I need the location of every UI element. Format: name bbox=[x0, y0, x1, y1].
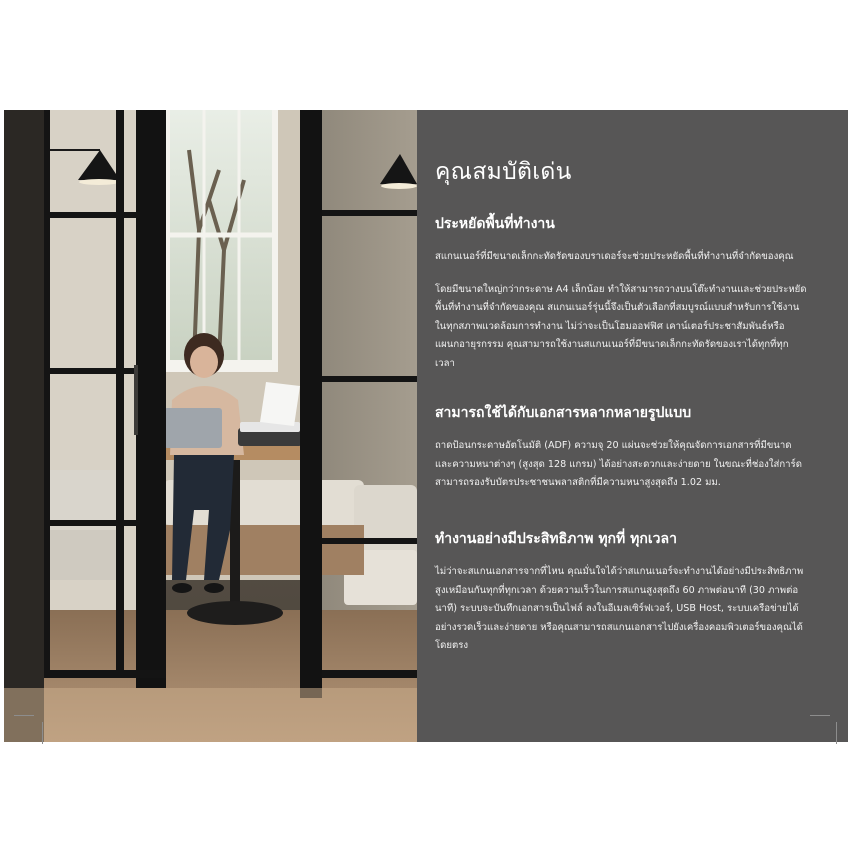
section-heading: ทำงานอย่างมีประสิทธิภาพ ทุกที่ ทุกเวลา bbox=[435, 531, 677, 547]
crop-mark bbox=[836, 722, 837, 744]
section-paragraph: ไม่ว่าจะสแกนเอกสารจากที่ไหน คุณมั่นใจได้ว่าสแกนเนอร์จะทำงานได้อย่างมีประสิทธิภาพสูงเหมือนกันทุกที่ทุกเวลา ด้วยความเร็วในการสแกนสูงสุดถึง 60 ภาพต่อนาที (30 ภาพต่อนาที) ระบบจะบันทึกเอกสารเป็นไฟล์ ลงในอีเมลเซิร์ฟเวอร์, USB Host, ระบบเครือข่ายได้อย่างรวดเร็วและง่ายดาย หรือคุณสามารถสแกนเอกสารไปยังเครื่องคอมพิวเตอร์ของคุณได้โดยตรง bbox=[435, 566, 804, 652]
section-heading: ประหยัดพื้นที่ทำงาน bbox=[435, 216, 555, 232]
office-photo bbox=[4, 110, 417, 742]
section-paragraph: โดยมีขนาดใหญ่กว่ากระดาษ A4 เล็กน้อย ทำให้สามารถวางบนโต๊ะทำงานและช่วยประหยัดพื้นที่ทำงานที่จำกัดของคุณ สแกนเนอร์รุ่นนี้จึงเป็นตัวเลือกที่สมบูรณ์แบบสำหรับการใช้งานในทุกสภาพแวดล้อมการทำงาน ไม่ว่าจะเป็นโฮมออฟฟิศ เคาน์เตอร์ประชาสัมพันธ์หรือแผนกอายุรกรรม คุณสามารถใช้งานสแกนเนอร์ที่มีขนาดเล็กกะทัดรัดของเราได้ทุกที่ทุกเวลา bbox=[435, 283, 807, 369]
features-panel bbox=[417, 110, 848, 742]
section-paragraph: สแกนเนอร์ที่มีขนาดเล็กกะทัดรัดของบราเดอร์จะช่วยประหยัดพื้นที่ทำงานที่จำกัดของคุณ bbox=[435, 251, 794, 262]
crop-mark bbox=[810, 715, 830, 716]
section-space-saving bbox=[435, 213, 807, 388]
crop-mark bbox=[14, 715, 34, 716]
section-efficiency bbox=[435, 528, 807, 670]
section-paragraph: ถาดป้อนกระดาษอัตโนมัติ (ADF) ความจุ 20 แผ่นจะช่วยให้คุณจัดการเอกสารที่มีขนาดและความหนาต่างๆ (สูงสุด 128 แกรม) ได้อย่างสะดวกและง่ายดาย ในขณะที่ช่องใส่การ์ดสามารถรองรับบัตรประชาชนพลาสติกที่มีความหนาสูงสุดถึง 1.02 มม. bbox=[435, 440, 802, 489]
panel-title: คุณสมบัติเด่น bbox=[435, 159, 572, 185]
section-heading: สามารถใช้ได้กับเอกสารหลากหลายรูปแบบ bbox=[435, 405, 692, 421]
section-document-versatility bbox=[435, 402, 807, 507]
crop-mark bbox=[42, 722, 43, 744]
